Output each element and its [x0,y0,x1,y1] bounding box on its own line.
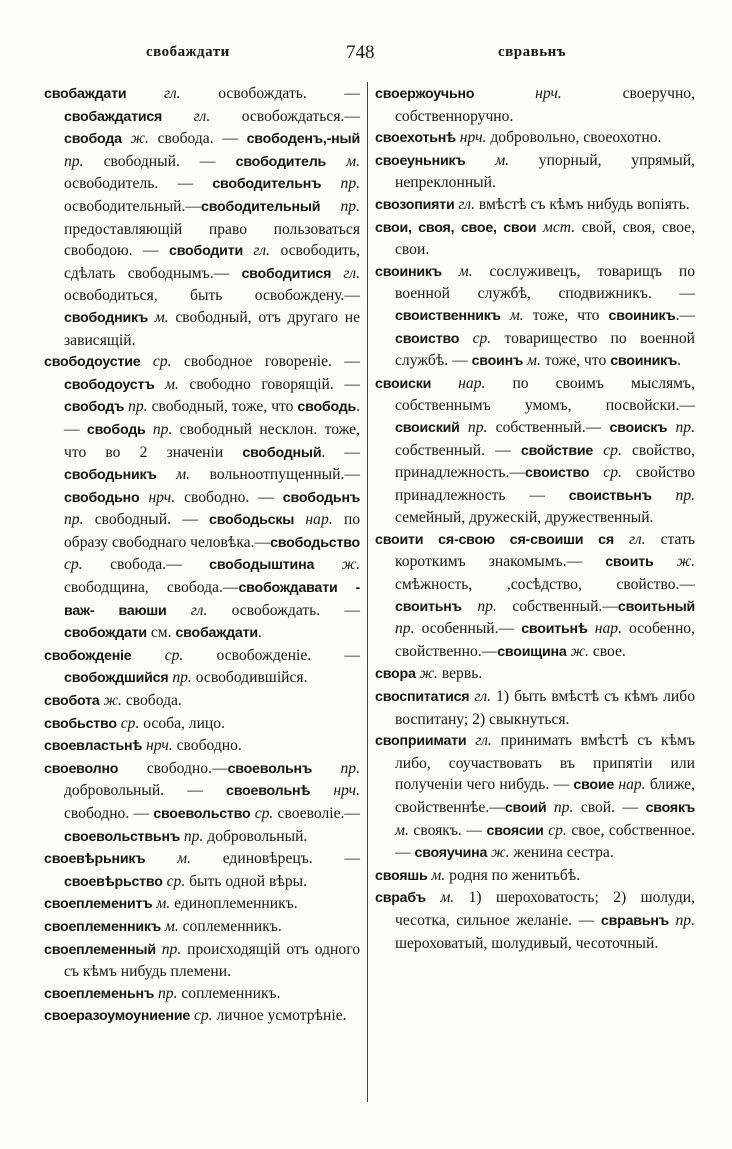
definition-text: свободный, тоже, что [147,398,298,416]
grammar-label: пр. [320,197,360,215]
definition-text: тоже, что [523,306,609,324]
dictionary-entry [375,529,695,664]
grammar-label: м. [395,821,409,839]
entry-headword: свравьнъ [600,912,669,929]
entry-headword: свободоустъ [64,376,155,393]
grammar-label: мст. [536,218,576,236]
grammar-label: м. [156,466,191,484]
dictionary-entry [44,758,360,848]
grammar-label: м. [152,895,171,913]
entry-headword: свободоустие [44,354,141,371]
definition-text: свободный. — [83,152,236,170]
dictionary-entry [375,730,695,865]
grammar-label: нрч. [142,737,173,755]
entry-headword: свободительнъ [212,176,322,193]
grammar-label: ж. [314,556,360,574]
grammar-label: гл. [166,601,208,619]
grammar-label: пр. [395,620,415,638]
grammar-label: ср. [593,441,622,459]
definition-text: освобождать. — [180,85,360,102]
entry-headword: свободный [242,444,322,461]
dictionary-entry [44,983,360,1006]
grammar-label: ср. [543,821,567,839]
grammar-label: пр. [64,152,84,170]
left-column [44,83,360,1028]
entry-headword: свобождшийся [64,670,169,687]
definition-text: свой, своя, свое, свои. [395,218,696,259]
entry-headword: свои, своя, свое, свои [375,219,537,236]
grammar-label: нрч. [310,782,360,800]
definition-text: своеручно, собственноручно. [395,85,695,125]
dictionary-entry [375,887,695,954]
definition-text: свободный несклон. тоже, что во 2 значеніи [64,420,361,461]
definition-text: добровольно, своеохотно. [486,129,662,147]
entry-headword: своить [605,554,654,571]
definition-text: . [257,624,262,642]
grammar-label: пр. [312,759,360,777]
dictionary-entry [375,194,695,217]
dictionary-entry [375,83,695,127]
grammar-label: гл. [454,195,475,213]
grammar-label: пр. [64,511,84,529]
entry-headword: свора [375,666,416,683]
dictionary-entry [375,261,695,373]
grammar-label: м. [160,917,179,935]
grammar-label: м. [465,151,510,169]
entry-headword: своевольствьнъ [64,828,180,845]
definition-text: соплеменникъ. [178,917,282,935]
definition-text: предоставляющій право пользоваться свободою. — [64,220,360,260]
definition-text: освободительный.— [64,197,202,215]
definition-text: ближе, свойственнѣе.— [395,776,695,816]
entry-headword: своехотьнѣ [375,130,456,147]
entry-headword: своспитатися [375,689,470,706]
entry-headword: свойствие [520,442,594,459]
entry-headword: своищина [497,643,567,660]
entry-headword: своиский [395,419,460,436]
grammar-label: пр. [168,669,192,687]
definition-text: освобождать. — [207,601,360,619]
definition-text: свободно. [172,737,242,755]
grammar-label: пр. [154,984,178,1002]
grammar-label: пр. [668,911,695,929]
entry-headword: своий [504,800,547,816]
entry-headword: свободьство [270,534,360,551]
definition-text: сослуживецъ, товарищъ по военной службѣ, сподвижникъ. — [395,262,695,303]
definition-text: 1) быть вмѣстѣ съ кѣмъ либо воспитану; 2) свыкнуться. [395,688,695,728]
entry-headword: своинъ [471,353,524,370]
definition-text: свое. [588,642,626,660]
right-column [375,83,695,954]
grammar-label: гл. [613,530,646,548]
grammar-label: м. [523,352,541,370]
dictionary-entry [44,690,360,713]
grammar-label: пр. [321,175,361,193]
definition-text: вмѣстѣ съ кѣмъ нибудь вопіять. [475,195,690,213]
definition-text: смѣжность, ,сосѣдство, свойство.— [395,576,695,594]
dictionary-entry [44,713,360,736]
grammar-label: нар. [294,511,333,529]
entry-headword: своеволно [44,760,119,777]
definition-text: . — [321,443,361,461]
definition-text: по образу свободнаго человѣка.— [64,511,360,551]
entry-headword: свобаждатися [64,108,163,125]
definition-text: единовѣрецъ. — [190,850,361,868]
dictionary-entry [44,939,360,983]
definition-text: свобода. [121,692,182,710]
dictionary-entry [375,217,695,261]
grammar-label: пр. [546,799,574,816]
definition-text: происходящій отъ одного съ кѣмъ нибудь племени. [64,940,361,981]
dictionary-entry [375,865,695,888]
definition-text: свое, собственное. — [395,821,696,862]
entry-headword: своиство [395,330,460,347]
grammar-label: ж. [99,692,122,710]
entry-headword: свояшь [375,867,428,884]
definition-text: освободитель. — [64,175,213,193]
grammar-label: ж. [566,642,589,660]
entry-headword: своитьнъ [395,598,462,615]
entry-headword: своякъ [645,800,695,816]
definition-text: добровольный. — [64,782,227,800]
entry-headword: своприимати [375,733,467,750]
entry-headword: своевѣрьникъ [44,851,146,868]
column-divider [367,82,368,1102]
definition-text: своякъ. — [408,821,487,839]
definition-text: соплеменникъ. [177,984,281,1002]
entry-headword: своержоучьно [375,86,475,102]
entry-headword: своеразоумоуниение [44,1008,191,1025]
entry-headword: свободьскы [209,512,295,529]
entry-headword: своясии [486,822,544,839]
grammar-label: нрч. [455,129,487,147]
definition-text: свободно.— [118,759,228,777]
grammar-label: пр. [461,597,497,615]
grammar-label: ср. [131,646,184,664]
entry-headword: свободьно [64,489,140,506]
entry-headword: своеплеменьнъ [44,985,155,1002]
definition-text: см. [146,624,176,642]
grammar-label: гл. [162,107,211,125]
dictionary-entry [44,916,360,939]
grammar-label: пр. [124,398,148,416]
entry-headword: свобожденіе [44,647,132,664]
definition-text: собственный.— [496,597,618,615]
definition-text: . — [64,398,360,438]
grammar-label: ср. [64,556,83,574]
dictionary-entry [44,893,360,916]
entry-headword: свободьнъ [282,489,360,506]
entry-headword: своиство [525,465,590,482]
definition-text: родня по женитьбѣ. [445,866,581,884]
definition-text: свободный, отъ другаго не зависящій. [64,308,360,349]
entry-headword: свободенъ,-ный [246,131,360,148]
grammar-label: м. [500,306,524,324]
grammar-label: нрч. [139,488,176,506]
definition-text: освобожденіе. — [183,646,360,664]
grammar-label: гл. [331,264,360,282]
definition-text: быть одной вѣры. [185,872,308,890]
entry-headword: своискъ [609,419,668,436]
entry-headword: своеплеменный [44,941,156,958]
dictionary-entry [44,848,360,893]
grammar-label: нрч. [474,85,562,102]
entry-headword: своити ся-свою ся-своиши ся [375,531,614,548]
right-running-headword: свравьнъ [498,44,567,60]
grammar-label: м. [154,375,179,393]
definition-text: . [677,352,682,370]
entry-headword: свободьникъ [64,467,157,484]
definition-text: свой. — [573,799,646,816]
definition-text: личное усмотрѣніе. [212,1007,347,1025]
grammar-label: пр. [179,827,204,845]
dictionary-entry [44,83,360,351]
dictionary-entry [44,645,360,690]
grammar-label: гл. [126,85,181,102]
definition-text: вольноотпущенный.— [190,466,360,484]
grammar-label: нар. [431,374,486,392]
entry-headword: своевѣрьство [64,873,163,890]
definition-text: свобода.— [82,556,210,574]
definition-text: освободившійся. [191,669,308,687]
entry-headword: свобаждати [44,86,127,102]
left-running-headword: свобаждати [146,44,230,60]
dictionary-entry [375,373,695,529]
dictionary-entry [375,663,695,686]
entry-headword: свояучина [414,845,488,862]
entry-headword: своиникъ [375,263,442,280]
definition-text: собственный. — [395,441,521,459]
entry-headword: своевольнъ [227,760,313,777]
definition-text: шероховатый, шолудивый, чесоточный. [395,934,659,952]
dictionary-entry [375,127,695,150]
entry-headword: свободительный [201,198,321,215]
definition-text: упорный, упрямый, непреклонный. [395,151,695,192]
entry-headword: своевольство [153,806,251,822]
definition-text: .— [675,306,695,324]
grammar-label: гл. [466,732,492,750]
page-header [0,40,732,68]
grammar-label: ср. [140,353,172,371]
entry-headword: своиникъ [608,307,676,324]
definition-text: собственный.— [487,418,610,436]
entry-headword: своие [573,777,615,794]
definition-text: свободно. — [64,805,154,822]
grammar-label: пр. [145,420,173,438]
entry-headword: своиникъ [610,353,678,370]
definition-text: семейный, дружескій, дружественный. [395,509,654,527]
definition-text: свойство, принадлежность.— [395,441,695,482]
entry-headword: свобота [44,693,100,710]
entry-headword: свобаждати [175,625,258,642]
entry-headword: свозопияти [375,196,455,213]
grammar-label: ж. [121,130,149,148]
entry-headword: своевластьнѣ [44,738,143,755]
entry-headword: свободникъ [64,309,149,326]
grammar-label: ж. [653,553,695,571]
entry-headword: своеплеменитъ [44,896,153,913]
entry-headword: свободъ [64,399,125,416]
definition-text: единоплеменникъ. [170,895,298,913]
grammar-label: ср. [190,1007,213,1025]
entry-headword: своитьный [617,598,696,615]
entry-headword: своиствьнъ [568,487,652,504]
definition-text: освобождаться.— [210,107,360,125]
entry-headword: свобьство [44,715,117,732]
dictionary-entry [375,686,695,730]
entry-headword: свобождати [64,625,147,642]
definition-text: тоже, что [540,352,611,370]
definition-text: особа, лицо. [139,714,225,732]
entry-headword: сврабъ [375,890,426,907]
definition-text: свобода. — [148,130,247,148]
grammar-label: гл. [469,688,491,706]
entry-headword: свободитися [241,265,332,282]
dictionary-entry [44,351,360,645]
grammar-label: гл. [242,242,270,260]
entry-headword: своеуньникъ [375,152,466,169]
grammar-label: ср. [250,805,274,822]
grammar-label: ср. [459,329,492,347]
entry-headword: свободитель [235,153,327,170]
grammar-label: ср. [162,872,186,890]
grammar-label: пр. [155,940,182,958]
definition-text: освободить, сдѣлать свободнымъ.— [64,242,360,282]
definition-text: свободный. — [83,511,210,529]
grammar-label: ср. [589,464,622,482]
dictionary-entry [44,1005,360,1028]
entry-headword: своиски [375,375,432,392]
grammar-label: ср. [116,714,140,732]
grammar-label: м. [441,262,473,280]
definition-text: своеволіе.— [273,805,360,822]
entry-headword: свобождавати - важ- ваюши [64,580,360,619]
entry-headword: своиственникъ [395,307,501,324]
definition-text: стать короткимъ знакомымъ.— [395,530,695,571]
grammar-label: нар. [614,776,646,794]
entry-headword: своеплеменникъ [44,918,161,935]
entry-headword: свободыштина [209,557,315,574]
grammar-label: пр. [667,418,695,436]
definition-text: свободщина, свобода.— [64,579,239,597]
dictionary-entry [375,150,695,194]
definition-text: женина сестра. [509,844,614,862]
grammar-label: м. [427,866,446,884]
page-number: 748 [346,42,375,63]
entry-headword: свобода [64,131,122,148]
entry-headword: своитьнѣ [521,621,588,638]
definition-text: принимать вмѣстѣ съ кѣмъ либо, соучаствовать въ припятіи или полученіи чего нибудь. — [395,732,695,794]
grammar-label: пр. [459,418,488,436]
definition-text: особенно, свойственно.— [395,620,695,660]
grammar-label: м. [326,152,361,170]
definition-text: 1) шероховатость; 2) шолуди, чесотка, сильное желаніе. — [395,889,695,929]
definition-text: вервь. [437,665,483,683]
dictionary-entry [44,735,360,758]
entry-headword: свободь [297,399,357,416]
grammar-label: м. [145,850,191,868]
definition-text: особенный.— [414,620,522,638]
grammar-label: пр. [651,486,696,504]
entry-headword: своевольнѣ [226,783,311,800]
grammar-label: нар. [587,620,622,638]
definition-text: свободное говореніе. — [171,353,361,371]
definition-text: освободиться, быть освобождену.— [64,287,360,305]
grammar-label: ж. [415,665,438,683]
definition-text: свободно. — [175,488,283,506]
grammar-label: м. [425,889,455,907]
definition-text: добровольный. [203,827,308,845]
definition-text: по своимъ мыслямъ, собственнымъ умомъ, посвойски.— [395,374,695,415]
grammar-label: м. [148,308,169,326]
definition-text: свободно говорящій. — [178,375,360,393]
definition-text: свойство принадлежность — [395,464,695,504]
entry-headword: свободити [169,243,243,260]
grammar-label: ж. [487,844,510,862]
entry-headword: свободь [86,421,146,438]
definition-text: товарищество по военной службѣ. — [395,329,696,370]
